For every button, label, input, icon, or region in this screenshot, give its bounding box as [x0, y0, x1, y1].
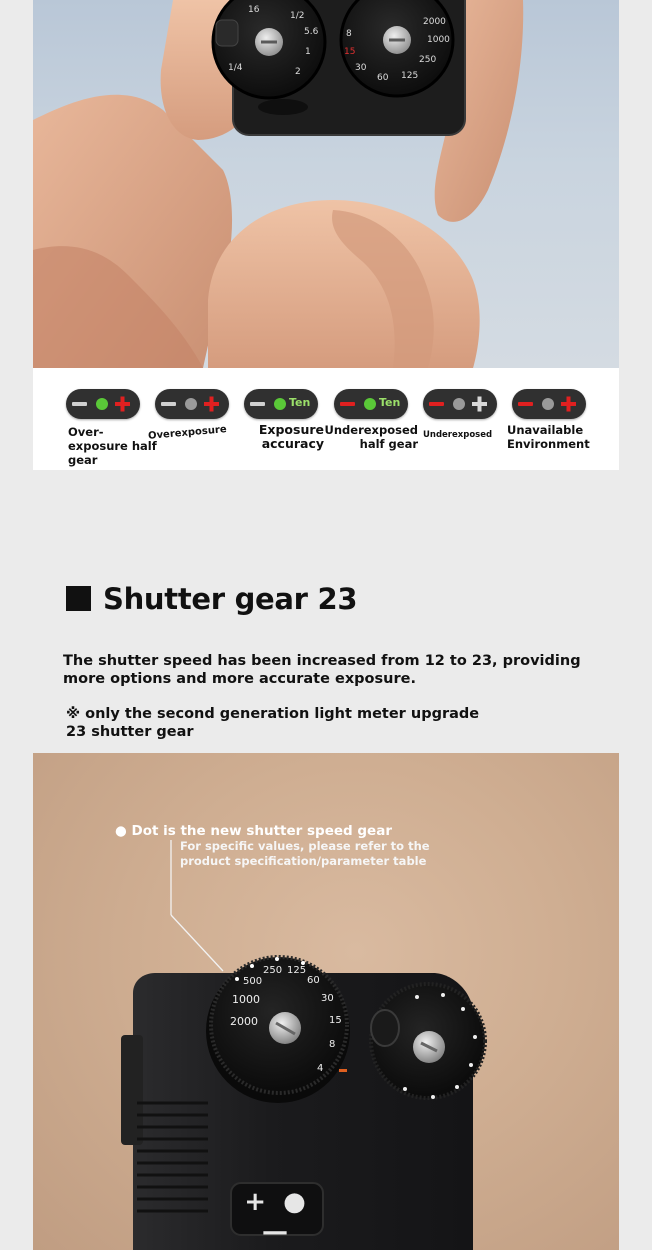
indicator-label-5: Underexposed — [423, 430, 493, 440]
indicator-text: Ten — [289, 396, 311, 409]
svg-text:8: 8 — [346, 29, 352, 39]
section-note: ※ only the second generation light meter upgrade 23 shutter gear — [66, 706, 480, 740]
indicator-pill-2 — [155, 389, 229, 419]
svg-text:2000: 2000 — [423, 17, 446, 27]
svg-text:500: 500 — [243, 976, 263, 987]
section-title: Shutter gear 23 — [103, 582, 358, 616]
annotation-title: ● Dot is the new shutter speed gear — [115, 823, 392, 839]
section-heading — [66, 582, 357, 616]
device-buttons-label: + ● — — [244, 1187, 310, 1247]
svg-text:4: 4 — [317, 1063, 324, 1074]
indicator-pill-6 — [512, 389, 586, 419]
indicator-pill-3 — [244, 389, 318, 419]
svg-text:60: 60 — [307, 975, 320, 986]
annotation-line-1: For specific values, please refer to the — [180, 839, 430, 853]
svg-text:125: 125 — [287, 965, 307, 976]
svg-text:5.6: 5.6 — [304, 27, 319, 37]
svg-text:60: 60 — [377, 73, 389, 83]
indicator-label-4: Underexposed half gear — [324, 423, 418, 451]
svg-text:125: 125 — [401, 71, 419, 81]
annotation-detail — [180, 839, 430, 869]
section-description: The shutter speed has been increased from 12 to 23, providing more options and more accurate exposure. — [63, 653, 581, 687]
indicator-label-6: Unavailable Environment — [507, 423, 590, 451]
hand-holding-device-photo — [33, 0, 619, 368]
indicator-label-1: Over-exposure half gear — [68, 425, 157, 467]
svg-text:1: 1 — [305, 47, 311, 57]
indicator-label-2: Overexposure — [147, 424, 228, 442]
svg-text:1000: 1000 — [232, 993, 260, 1006]
svg-text:16: 16 — [248, 5, 260, 15]
svg-text:30: 30 — [321, 993, 334, 1004]
svg-text:30: 30 — [355, 63, 367, 73]
svg-text:1/2: 1/2 — [290, 11, 305, 21]
svg-text:250: 250 — [263, 965, 283, 976]
svg-text:8: 8 — [329, 1039, 336, 1050]
square-bullet-icon — [66, 586, 91, 611]
indicator-pill-4 — [334, 389, 408, 419]
svg-text:1000: 1000 — [427, 35, 450, 45]
annotation-line-2: product specification/parameter table — [180, 854, 427, 868]
indicator-text: Ten — [379, 396, 401, 409]
exposure-indicator-legend — [33, 368, 619, 470]
indicator-pill-5 — [423, 389, 497, 419]
device-closeup-photo — [33, 753, 619, 1250]
svg-text:250: 250 — [419, 55, 437, 65]
svg-text:15: 15 — [329, 1015, 342, 1026]
svg-text:2000: 2000 — [230, 1015, 258, 1028]
hand-illustration — [33, 0, 619, 368]
svg-text:1/4: 1/4 — [228, 63, 243, 73]
indicator-pill-1 — [66, 389, 140, 419]
svg-text:2: 2 — [295, 67, 301, 77]
indicator-label-3: Exposure accuracy — [258, 422, 324, 451]
svg-text:15: 15 — [344, 47, 356, 57]
dot-icon: ● — [115, 823, 132, 839]
